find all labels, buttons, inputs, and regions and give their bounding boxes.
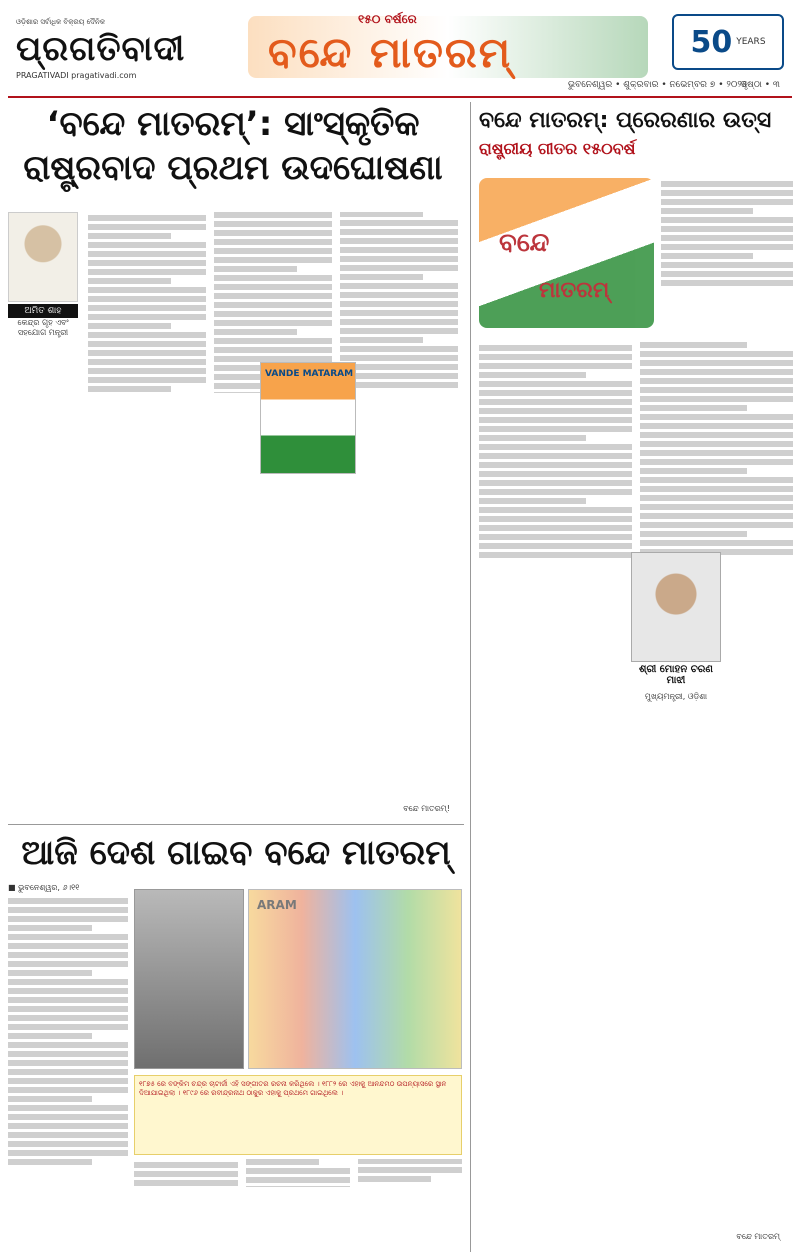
anniversary-title: ବନ୍ଦେ ମାତରମ୍	[268, 28, 513, 77]
years-number: 50	[690, 24, 733, 60]
article-subhead-right: ରାଷ୍ଟ୍ରୀୟ ଗୀତର ୧୫୦ବର୍ଷ	[479, 139, 636, 158]
brand-block	[16, 18, 185, 80]
flag-text-1: ବନ୍ଦେ	[499, 228, 550, 258]
crowd-banner-text: ARAM	[257, 898, 297, 912]
chief-minister-name: ଶ୍ରୀ ମୋହନ ଚରଣ ମାଝୀ	[639, 664, 713, 686]
vande-mataram-illustration	[260, 362, 356, 474]
bankim-chandra-photo	[134, 889, 244, 1069]
article-body-placeholder-bottom	[8, 895, 128, 1251]
article-body-placeholder-bottom-2	[134, 1159, 462, 1253]
masthead-divider	[8, 96, 792, 98]
article-signoff: ବନ୍ଦେ ମାତରମ୍!	[403, 804, 450, 813]
article-left	[8, 102, 458, 818]
author-portrait	[8, 212, 78, 302]
brand-logo: ପ୍ରଗତିବାଦୀ	[16, 29, 186, 69]
author-role: କେନ୍ଦ୍ର ଗୃହ ଏବଂ ସହଯୋଗ ମନ୍ତ୍ରୀ	[17, 318, 69, 337]
masthead	[8, 8, 792, 96]
article-headline-bottom: ଆଜି ଦେଶ ଗାଇବ ବନ୍ଦେ ମାତରମ୍	[21, 833, 451, 873]
brand-tagline: ଓଡ଼ିଶାର ସର୍ବାଧିକ ବିକ୍ରୟ ଦୈନିକ	[16, 18, 105, 26]
headline-line-2: ରାଷ୍ଟ୍ରବାଦ ପ୍ରଥମ ଉଦଘୋଷଣା	[23, 148, 443, 188]
intro-placeholder	[661, 178, 793, 328]
article-right	[470, 102, 792, 1252]
flag-artwork	[479, 178, 654, 328]
author-name: ଅମିତ ଶାହ	[8, 304, 78, 318]
years-badge	[672, 14, 784, 70]
article-body-placeholder	[88, 212, 458, 808]
headline-line-1: ‘ବନ୍ଦେ ମାତରମ୍’: ସାଂସ୍କୃତିକ	[46, 104, 420, 144]
article-headline	[8, 102, 458, 190]
article-signoff-right: ବନ୍ଦେ ମାତରମ୍	[736, 1232, 780, 1241]
dateline: ଭୁବନେଶ୍ୱର • ଶୁକ୍ରବାର • ନଭେମ୍ବର ୭ • ୨୦୨୫	[568, 80, 748, 90]
article-dateline-bottom: ■ ଭୁବନେଶ୍ୱର, ୬।୧୧	[8, 883, 80, 892]
crowd-photo	[248, 889, 462, 1069]
history-caption: ୧୮୭୫ ରେ ବଙ୍କିମ ଚନ୍ଦ୍ର ଚାଟାର୍ଜୀ ଏହି ସଙ୍ଗୀତର ରଚନା କରିଥିଲେ । ୧୮୮୨ ରେ ଏହାକୁ ଆନନ୍ଦମଠ ଉପନ୍ୟାସରେ ସ୍ଥାନ ଦିଆଯାଇଥିଲା । ୧୮୯୬ ରେ ରବୀନ୍ଦ୍ରନାଥ ଠାକୁର ଏହାକୁ ପ୍ରଥମେ ଗାଇଥିଲେ ।	[134, 1075, 462, 1155]
author-byline	[8, 212, 78, 338]
article-headline-right: ବନ୍ଦେ ମାତରମ୍: ପ୍ରେରଣାର ଉତ୍ସ	[479, 108, 772, 133]
years-label: YEARS	[736, 37, 766, 47]
page-number: ପୃଷ୍ଠା • ୩	[740, 80, 780, 90]
flag-text-2: ମାତରମ୍	[539, 278, 610, 303]
chief-minister-photo	[631, 552, 721, 662]
chief-minister-role: ମୁଖ୍ୟମନ୍ତ୍ରୀ, ଓଡ଼ିଶା	[644, 692, 708, 701]
article-bottom	[8, 824, 464, 1256]
anniversary-label: ୧୫୦ ବର୍ଷରେ	[358, 12, 417, 26]
illustration-label: VANDE MATARAM	[265, 369, 354, 379]
brand-subtitle: PRAGATIVADI pragativadi.com	[16, 71, 137, 80]
article-body-placeholder-right	[479, 342, 793, 1242]
